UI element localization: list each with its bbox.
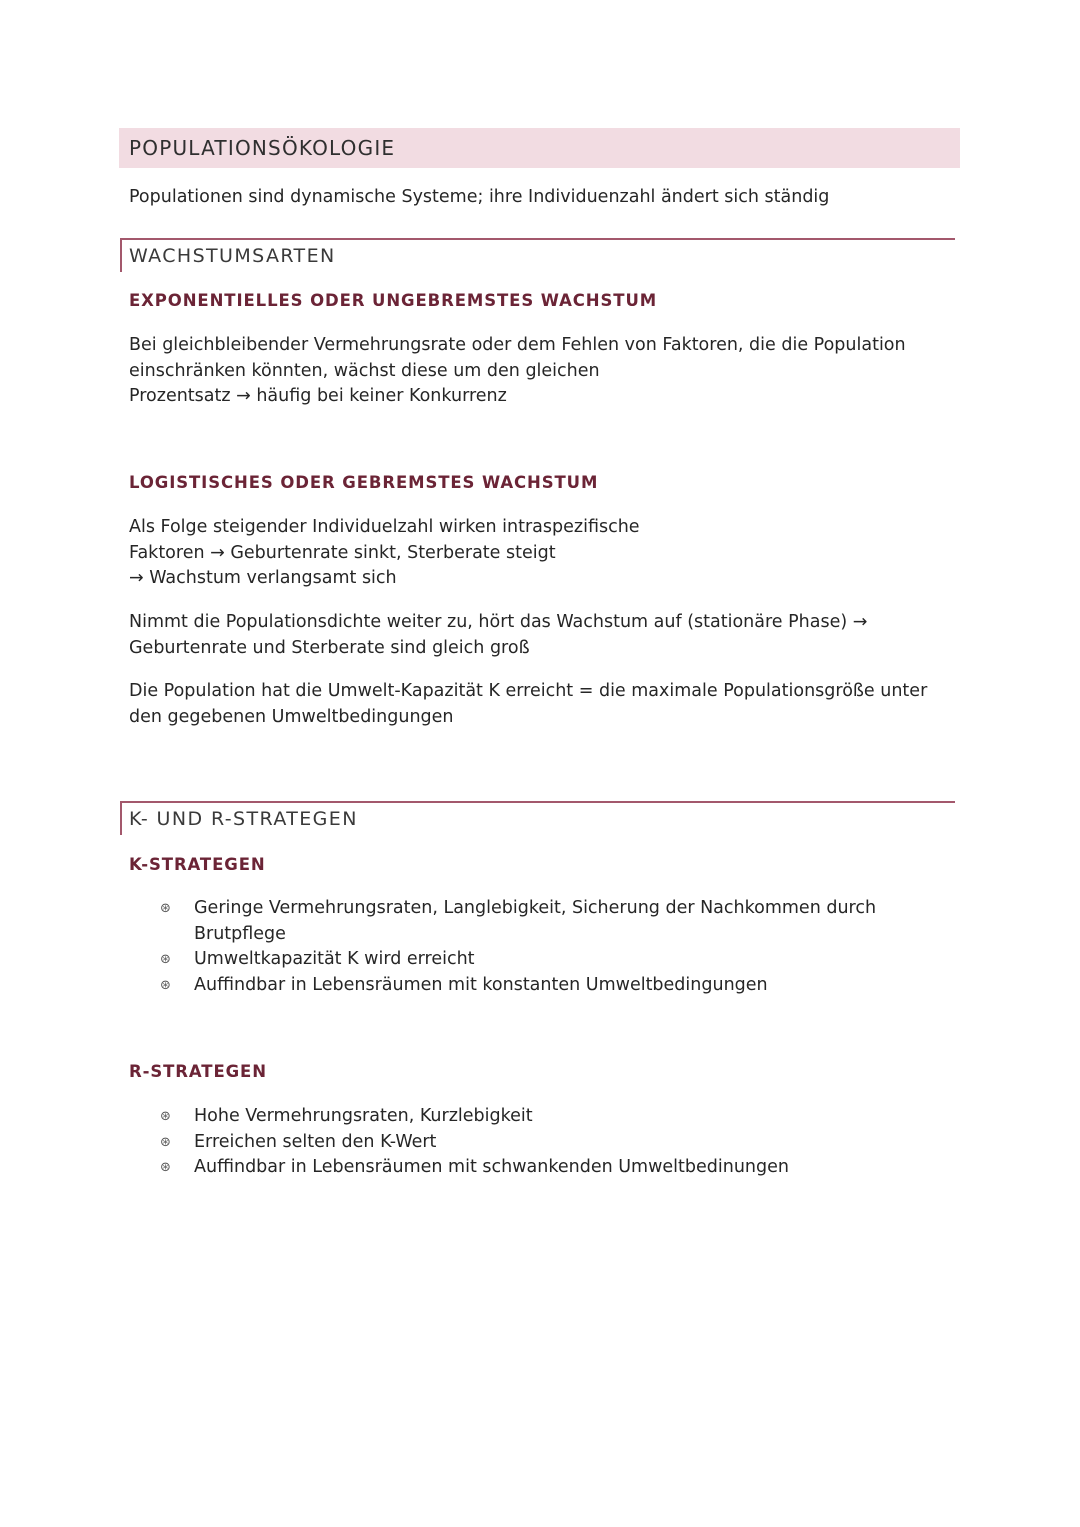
paragraph-logistic-2 <box>129 610 867 661</box>
intro-text: Populationen sind dynamische Systeme; ihre Individuenzahl ändert sich ständig <box>129 187 830 207</box>
page-title-band <box>119 128 960 168</box>
text-line: Als Folge steigender Individuelzahl wirken intraspezifische <box>129 517 640 537</box>
k-strategen-list <box>160 896 876 998</box>
bullet-icon: ⊛ <box>160 977 171 993</box>
text-line: Auffindbar in Lebensräumen mit schwankenden Umweltbedinungen <box>194 1157 789 1177</box>
text-line: Die Population hat die Umwelt-Kapazität K erreicht = die maximale Populationsgröße unter <box>129 681 928 701</box>
list-item <box>160 973 876 999</box>
text-line: den gegebenen Umweltbedingungen <box>129 706 454 727</box>
text-line: Nimmt die Populationsdichte weiter zu, hört das Wachstum auf (stationäre Phase) → <box>129 612 868 632</box>
text-line: Geringe Vermehrungsraten, Langlebigkeit, Sicherung der Nachkommen durch <box>194 898 877 918</box>
section-heading-strategen <box>120 801 955 835</box>
paragraph-logistic-1 <box>129 515 640 592</box>
subheading-exponential: EXPONENTIELLES ODER UNGEBREMSTES WACHSTUM <box>129 291 658 310</box>
list-item <box>160 1104 789 1130</box>
list-item <box>160 896 876 947</box>
r-strategen-list <box>160 1104 789 1181</box>
page-title: POPULATIONSÖKOLOGIE <box>129 136 396 160</box>
bullet-icon: ⊛ <box>160 901 171 916</box>
bullet-icon: ⊛ <box>160 952 171 967</box>
subheading-logistic: LOGISTISCHES ODER GEBREMSTES WACHSTUM <box>129 473 599 492</box>
list-item <box>160 1130 789 1156</box>
text-line: Auffindbar in Lebensräumen mit konstanten Umweltbedingungen <box>194 974 768 995</box>
bullet-icon: ⊛ <box>160 1109 171 1124</box>
section-heading-wachstumsarten <box>120 238 955 272</box>
subheading-r-strategen: R-STRATEGEN <box>129 1062 267 1081</box>
text-line: Bei gleichbleibender Vermehrungsrate oder dem Fehlen von Faktoren, die die Population <box>129 335 906 355</box>
text-line: einschränken könnten, wächst diese um den gleichen <box>129 360 600 381</box>
section-title: K- UND R-STRATEGEN <box>129 808 358 830</box>
section-title: WACHSTUMSARTEN <box>129 245 336 267</box>
text-line: Erreichen selten den K-Wert <box>194 1131 437 1152</box>
text-line: Prozentsatz → häufig bei keiner Konkurrenz <box>129 386 507 406</box>
text-line: → Wachstum verlangsamt sich <box>129 568 397 588</box>
list-item <box>160 1155 789 1181</box>
text-line: Geburtenrate und Sterberate sind gleich groß <box>129 637 530 658</box>
paragraph-exponential <box>129 333 906 410</box>
bullet-icon: ⊛ <box>160 1160 171 1175</box>
bullet-icon: ⊛ <box>160 1134 171 1150</box>
list-item <box>160 947 876 973</box>
subheading-k-strategen: K-STRATEGEN <box>129 855 266 874</box>
text-line: Brutpflege <box>194 923 286 944</box>
paragraph-logistic-3 <box>129 679 927 730</box>
text-line: Hohe Vermehrungsraten, Kurzlebigkeit <box>194 1106 533 1126</box>
text-line: Umweltkapazität K wird erreicht <box>194 949 475 969</box>
text-line: Faktoren → Geburtenrate sinkt, Sterberate steigt <box>129 542 556 563</box>
